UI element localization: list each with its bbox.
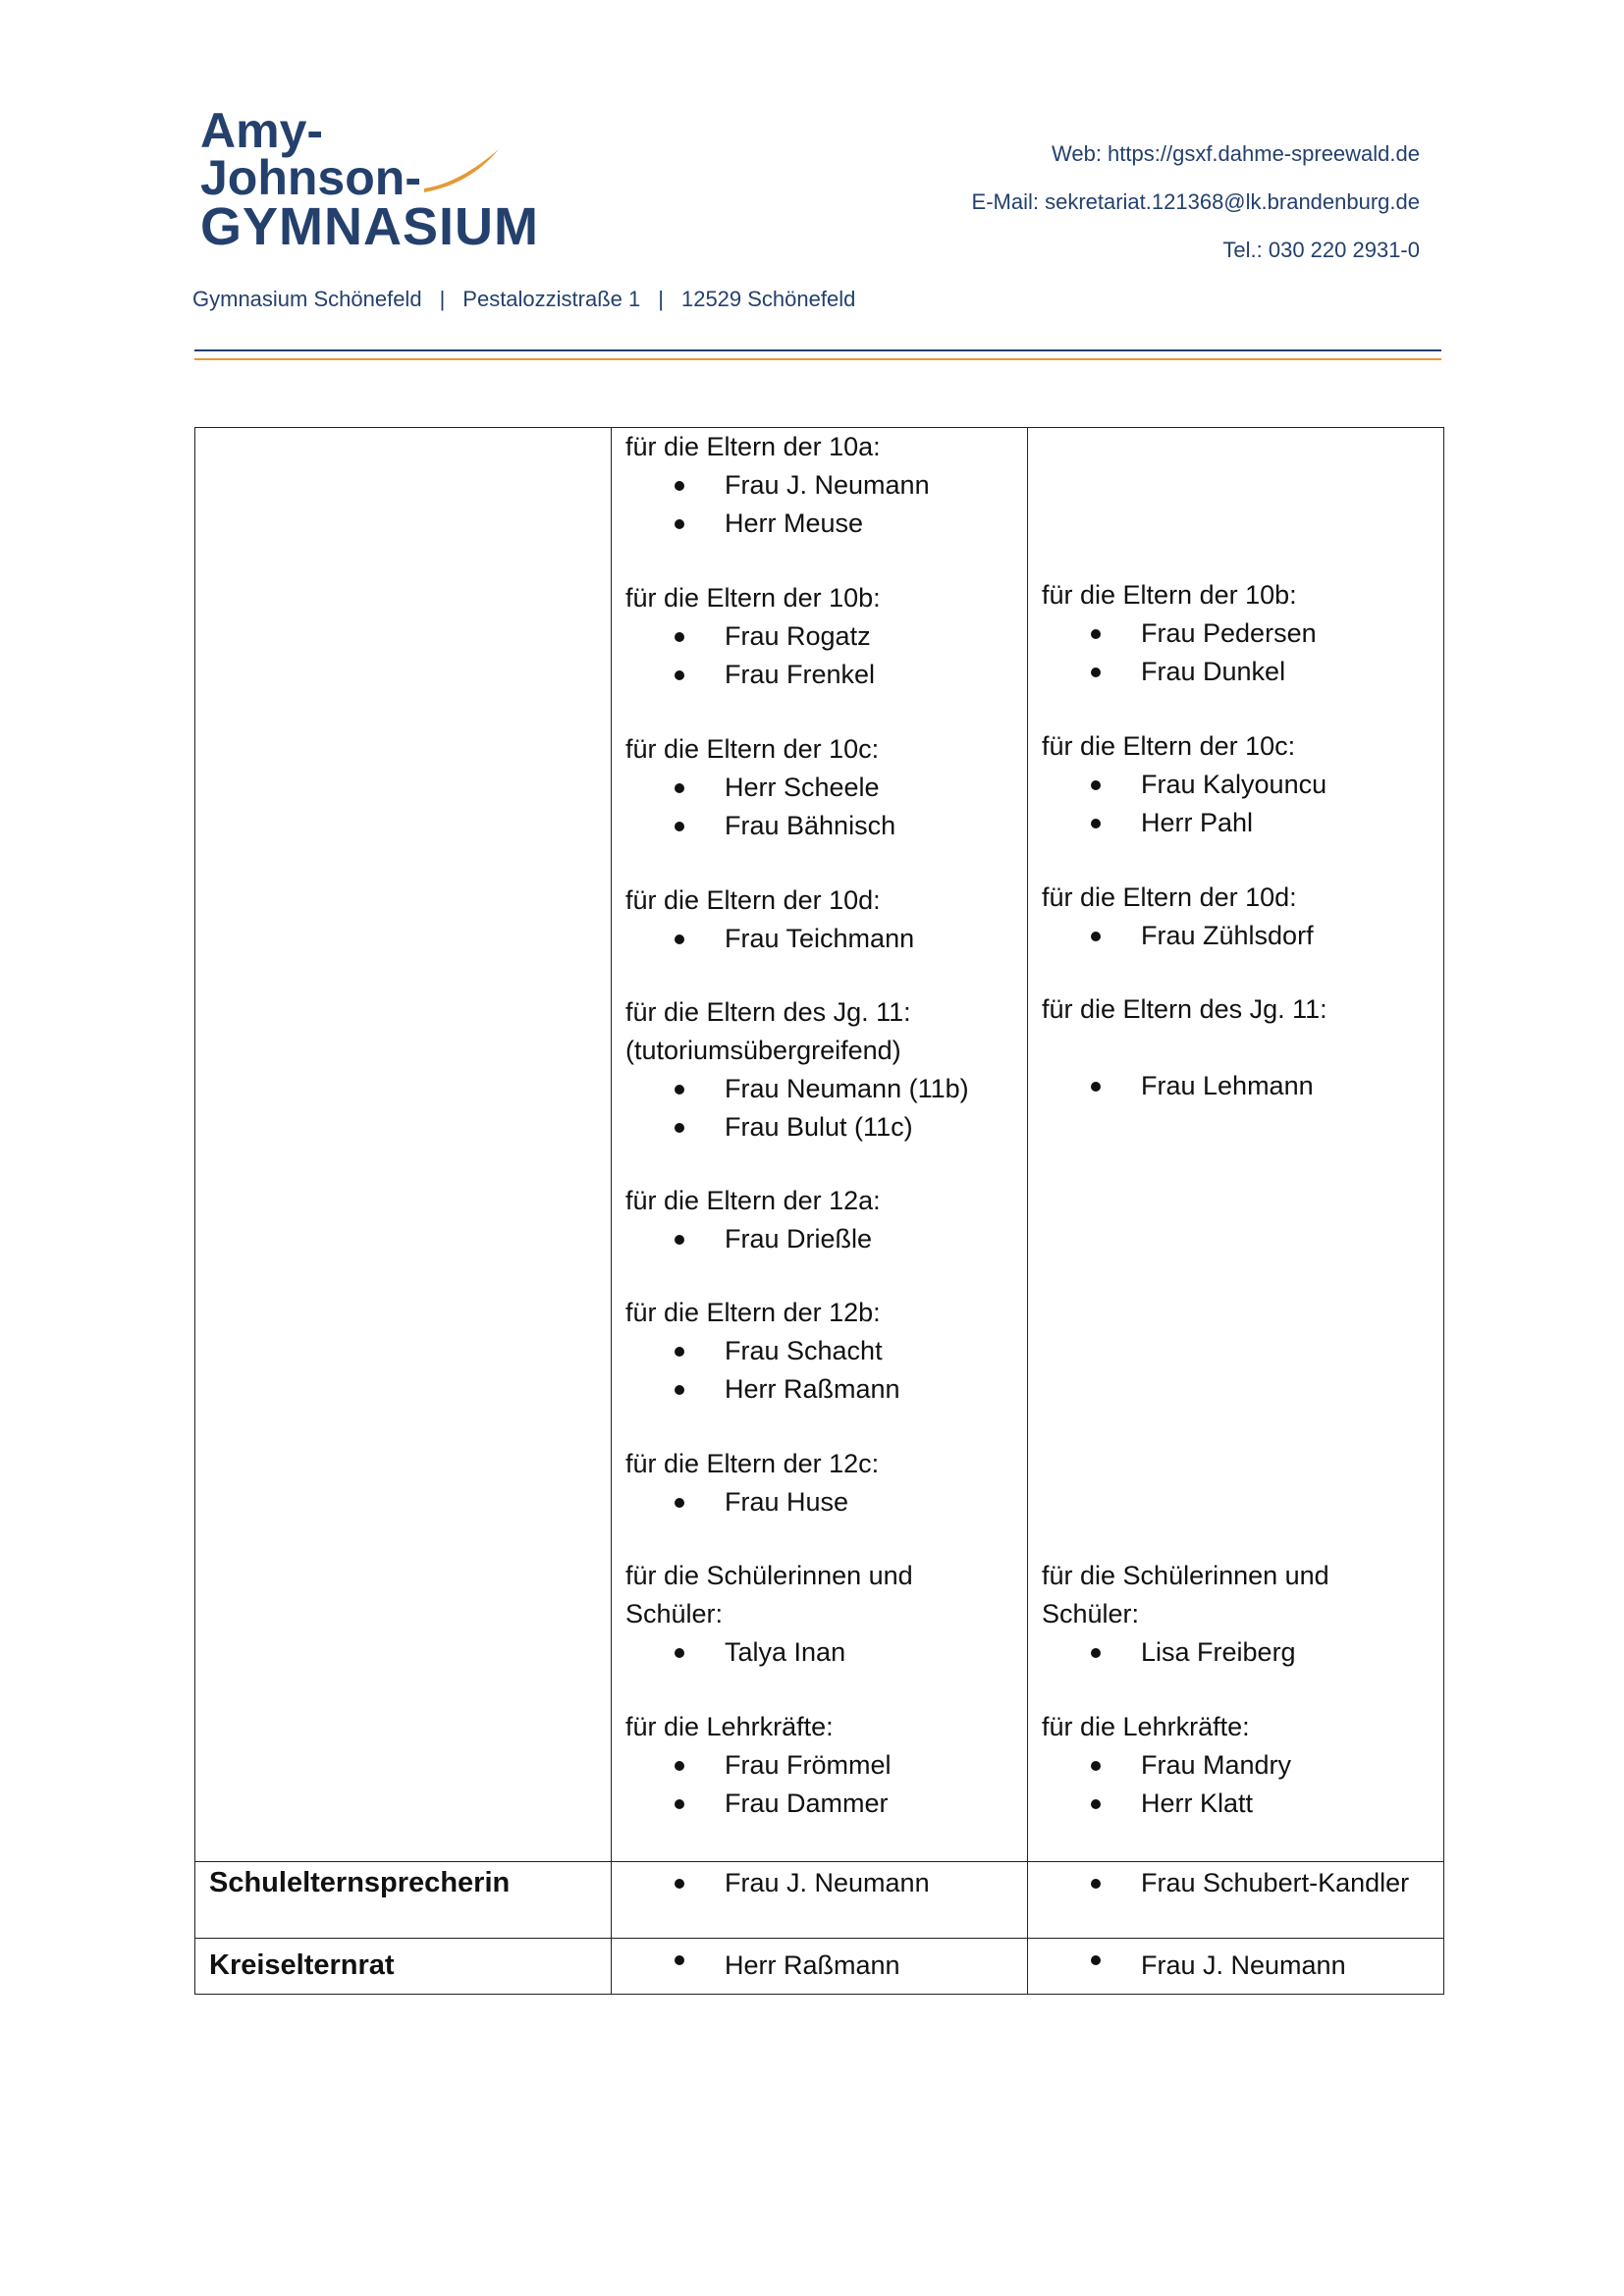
group-10d [625,881,914,958]
table-row [195,1862,1444,1939]
list-item: Frau J. Neumann [1042,1939,1430,1985]
email-link[interactable]: E-Mail: sekretariat.121368@lk.brandenburg.de [971,189,1420,214]
group-heading: für die Eltern der 12a: [625,1186,881,1215]
list-item: Frau Frömmel [625,1746,892,1785]
list-item: Lisa Freiberg [1042,1633,1329,1672]
group-heading: für die Eltern der 10a: [625,432,881,461]
school-name: Gymnasium Schönefeld [192,287,422,311]
group-teachers [625,1708,892,1823]
role-label: Schulelternsprecherin [209,1867,511,1898]
list-item: Frau Zühlsdorf [1042,917,1314,955]
list-item: Frau J. Neumann [625,466,930,505]
group-heading: für die Eltern der 10b: [1042,580,1297,610]
group-heading: für die Eltern der 10d: [1042,882,1297,912]
list-item: Frau Kalyouncu [1042,766,1326,804]
address-separator: | [439,287,446,311]
group-heading: für die Eltern der 10c: [625,734,880,764]
address-line [192,287,855,312]
group-teachers [1042,1708,1291,1823]
table-row [195,428,1444,1862]
group-heading: Schüler: [1042,1599,1140,1629]
list-item: Frau Schacht [625,1332,900,1370]
group-heading: für die Eltern der 12b: [625,1298,881,1327]
list-item: Herr Pahl [1042,804,1326,842]
role-cell [195,1939,612,1995]
group-12c [625,1445,879,1522]
phone-number: Tel.: 030 220 2931-0 [1222,238,1420,262]
group-heading: für die Schülerinnen und [625,1561,913,1590]
group-12b [625,1294,900,1409]
letterhead [192,98,1439,363]
list-item: Frau Huse [625,1483,879,1522]
list-item: Frau Schubert-Kandler [1042,1862,1430,1902]
group-subheading: (tutoriumsübergreifend) [625,1036,901,1065]
group-students [1042,1557,1329,1672]
group-12a [625,1182,881,1258]
list-item: Frau Lehmann [1042,1067,1327,1105]
list-item: Frau Dunkel [1042,653,1317,691]
list-item: Talya Inan [625,1633,913,1672]
group-heading: Schüler: [625,1599,724,1629]
city: 12529 Schönefeld [680,287,856,311]
logo-line-1: Amy- [200,103,324,158]
list-item: Frau Neumann (11b) [625,1070,969,1108]
representatives-table [194,427,1444,1995]
group-heading: für die Eltern des Jg. 11: [625,997,911,1027]
group-heading: für die Lehrkräfte: [1042,1712,1250,1741]
role-cell [195,1862,612,1939]
deputies-cell [1028,428,1444,1862]
group-heading: für die Eltern des Jg. 11: [1042,994,1327,1024]
school-logo [200,98,593,255]
group-heading: für die Lehrkräfte: [625,1712,834,1741]
address-separator: | [658,287,664,311]
group-10d [1042,879,1314,955]
list-item: Frau Bulut (11c) [625,1108,969,1147]
group-10b [1042,576,1317,691]
list-item: Herr Raßmann [625,1370,900,1409]
table-row [195,1939,1444,1995]
group-heading: für die Eltern der 10b: [625,583,881,613]
logo-line-3: GYMNASIUM [200,197,539,256]
website-link[interactable]: Web: https://gsxf.dahme-spreewald.de [1051,141,1420,166]
group-10c [1042,727,1326,842]
list-item: Frau Teichmann [625,920,914,958]
group-10a [625,428,930,543]
representatives-cell [612,428,1028,1862]
group-heading: für die Eltern der 10c: [1042,731,1296,761]
list-item: Herr Meuse [625,505,930,543]
list-item: Frau Bähnisch [625,807,895,845]
group-10c [625,730,895,845]
list-item: Frau Frenkel [625,656,881,694]
role-cell-empty [195,428,612,1862]
group-heading: für die Eltern der 10d: [625,885,881,915]
contact-block [972,130,1420,274]
list-item: Frau Drießle [625,1220,881,1258]
group-heading: für die Eltern der 12c: [625,1449,880,1478]
representatives-cell [612,1862,1028,1939]
street: Pestalozzistraße 1 [462,287,641,311]
group-jg11 [625,993,969,1147]
list-item: Herr Scheele [625,769,895,807]
list-item: Frau Mandry [1042,1746,1291,1785]
group-10b [625,579,881,694]
group-heading: für die Schülerinnen und [1042,1561,1329,1590]
logo-line-2: Johnson- [200,150,421,205]
list-item: Herr Raßmann [625,1939,1013,1985]
group-jg11 [1042,990,1327,1105]
group-students [625,1557,913,1672]
list-item: Frau Dammer [625,1785,892,1823]
list-item: Frau J. Neumann [625,1862,1013,1902]
list-item: Frau Rogatz [625,617,881,656]
list-item: Herr Klatt [1042,1785,1291,1823]
header-rule-orange [194,358,1441,360]
deputies-cell [1028,1939,1444,1995]
header-rule-blue [194,349,1441,351]
swoosh-icon [422,147,501,196]
deputies-cell [1028,1862,1444,1939]
role-label: Kreiselternrat [209,1949,395,1981]
list-item: Frau Pedersen [1042,614,1317,653]
representatives-cell [612,1939,1028,1995]
